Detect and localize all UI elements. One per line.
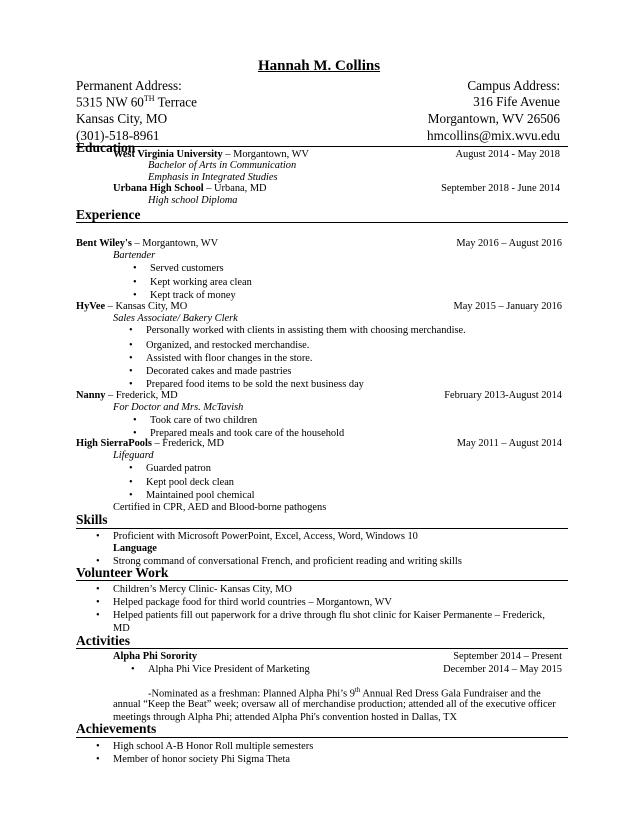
list-item: • Alpha Phi Vice President of Marketing (148, 664, 310, 675)
list-item: • Assisted with floor changes in the store. (146, 353, 313, 364)
list-item: • Decorated cakes and made pastries (146, 366, 291, 377)
activities-heading: Activities (76, 633, 130, 648)
job-nanny-role: For Doctor and Mrs. McTavish (113, 402, 244, 413)
list-item: • Kept working area clean (150, 277, 252, 288)
list-item: • Organized, and restocked merchandise. (146, 340, 309, 351)
job-bent-wileys-dates: May 2016 – August 2016 (456, 238, 562, 249)
achievements-heading: Achievements (76, 721, 157, 736)
list-item: • Took care of two children (150, 415, 257, 426)
job-hyvee-dates: May 2015 – January 2016 (453, 301, 562, 312)
job-hyvee-role: Sales Associate/ Bakery Clerk (113, 313, 238, 324)
volunteer-continuation: MD (113, 623, 130, 634)
list-item: • Children’s Mercy Clinic- Kansas City, MO (113, 584, 292, 595)
skills-rule (76, 528, 568, 529)
permanent-address-label: Permanent Address: (76, 78, 182, 93)
activity-desc-2: annual “Keep the Beat” week; oversaw all of merchandise production; attended all of the executive officer (113, 699, 556, 710)
job-high-sierra-pools-role: Lifeguard (113, 450, 154, 461)
experience-heading: Experience (76, 207, 141, 222)
job-high-sierra-pools-dates: May 2011 – August 2014 (456, 438, 562, 449)
volunteer-heading: Volunteer Work (76, 565, 169, 580)
permanent-city: Kansas City, MO (76, 111, 168, 126)
list-item: • Personally worked with clients in assisting them with choosing merchandise. (146, 325, 466, 336)
list-item: • Strong command of conversational French, and proficient reading and writing skills (113, 556, 462, 567)
education-rule (76, 146, 568, 147)
campus-address-label: Campus Address: (467, 78, 560, 93)
list-item: • Proficient with Microsoft PowerPoint, Excel, Access, Word, Windows 10 (113, 531, 418, 542)
permanent-street: 5315 NW 60TH Terrace (76, 94, 197, 110)
language-label: Language (113, 543, 157, 554)
activity-desc-3: meetings through Alpha Phi; attended Alpha Phi's convention hosted in Dallas, TX (113, 712, 457, 723)
list-item: • Prepared food items to be sold the next business day (146, 379, 364, 390)
wvu-school: West Virginia University – Morgantown, WV (113, 149, 309, 160)
campus-city: Morgantown, WV 26506 (427, 111, 560, 126)
urbana-school: Urbana High School – Urbana, MD (113, 183, 267, 194)
job-nanny-dates: February 2013-August 2014 (444, 390, 562, 401)
job-nanny: Nanny – Frederick, MD (76, 390, 178, 401)
list-item: • High school A-B Honor Roll multiple semesters (113, 741, 313, 752)
achievements-rule (76, 737, 568, 738)
job-high-sierra-pools: High SierraPools – Frederick, MD (76, 438, 225, 449)
activities-rule (76, 648, 568, 649)
list-item: • Guarded patron (146, 463, 211, 474)
list-item: • Prepared meals and took care of the household (150, 428, 344, 439)
certification: Certified in CPR, AED and Blood-borne pathogens (113, 502, 327, 513)
urbana-diploma: High school Diploma (148, 195, 238, 206)
list-item: • Served customers (150, 263, 224, 274)
activity-org: Alpha Phi Sorority (113, 651, 198, 662)
experience-rule (76, 222, 568, 223)
list-item: • Kept track of money (150, 290, 236, 301)
activity-org-dates: September 2014 – Present (453, 651, 562, 662)
email: hmcollins@mix.wvu.edu (426, 128, 560, 143)
activity-role-dates: December 2014 – May 2015 (443, 664, 562, 675)
job-bent-wileys-role: Bartender (113, 250, 156, 261)
job-bent-wileys: Bent Wiley's – Morgantown, WV (76, 238, 219, 249)
urbana-dates: September 2018 - June 2014 (441, 183, 560, 194)
volunteer-rule (76, 580, 568, 581)
list-item: • Maintained pool chemical (146, 490, 255, 501)
phone: (301)-518-8961 (76, 128, 160, 143)
list-item: • Member of honor society Phi Sigma Theta (113, 754, 290, 765)
activity-desc-1: -Nominated as a freshman: Planned Alpha Phi’s 9th Annual Red Dress Gala Fundraiser and the (148, 686, 541, 700)
list-item: • Helped package food for third world countries – Morgantown, WV (113, 597, 392, 608)
list-item: • Helped patients fill out paperwork for a drive through flu shot clinic for Kaiser Permanente – Frederick, (113, 610, 545, 621)
resume-name: Hannah M. Collins (257, 58, 381, 74)
wvu-emphasis: Emphasis in Integrated Studies (148, 172, 278, 183)
education-heading: Education (76, 140, 136, 155)
wvu-dates: August 2014 - May 2018 (455, 149, 560, 160)
campus-street: 316 Fife Avenue (473, 94, 560, 109)
list-item: • Kept pool deck clean (146, 477, 234, 488)
wvu-degree: Bachelor of Arts in Communication (148, 160, 297, 171)
skills-heading: Skills (76, 512, 108, 527)
job-hyvee: HyVee – Kansas City, MO (76, 301, 188, 312)
